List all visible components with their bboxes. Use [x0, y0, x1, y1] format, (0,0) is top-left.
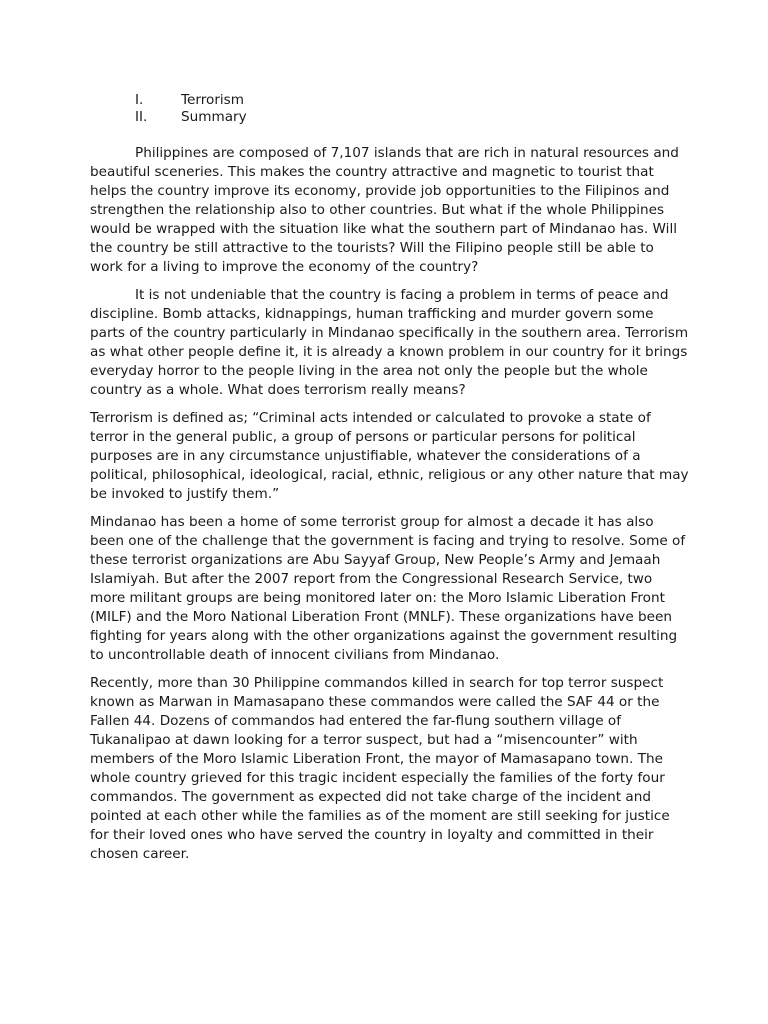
outline-number: II. — [135, 109, 148, 125]
outline-label: Terrorism — [181, 92, 245, 108]
outline-item — [135, 108, 690, 125]
paragraph-definition: Terrorism is defined as; “Criminal acts intended or calculated to provoke a state of terror in the general public, a group of persons or particular persons for political purposes are in any circumstance unjustifiable, whatever the considerations of a political, philosophical, ideological, racial, ethnic, religious or any other nature that may be invoked to justify them.” — [90, 410, 689, 502]
outline-item — [135, 91, 690, 108]
paragraph-problem: It is not undeniable that the country is facing a problem in terms of peace and discipline. Bomb attacks, kidnappings, human trafficking and murder govern some parts of the country particularly in Mindanao specifically in the southern area. Terrorism as what other people define it, it is already a known problem in our country for it brings everyday horror to the people living in the area not only the people but the whole country as a whole. What does terrorism really means? — [90, 287, 689, 398]
document-body — [90, 91, 690, 864]
outline-list — [90, 91, 690, 125]
paragraph-mamasapano: Recently, more than 30 Philippine commandos killed in search for top terror suspect known as Marwan in Mamasapano these commandos were called the SAF 44 or the Fallen 44. Dozens of commandos had entered the far-flung southern village of Tukanalipao at dawn looking for a terror suspect, but had a “misencounter” with members of the Moro Islamic Liberation Front, the mayor of Mamasapano town. The whole country grieved for this tragic incident especially the families of the forty four commandos. The government as expected did not take charge of the incident and pointed at each other while the families as of the moment are still seeking for justice for their loved ones who have served the country in loyalty and committed in their chosen career. — [90, 675, 670, 862]
paragraph-intro: Philippines are composed of 7,107 islands that are rich in natural resources and beautiful sceneries. This makes the country attractive and magnetic to tourist that helps the country improve its economy, provide job opportunities to the Filipinos and strengthen the relationship also to other countries. But what if the whole Philippines would be wrapped with the situation like what the southern part of Mindanao has. Will the country be still attractive to the tourists? Will the Filipino people still be able to work for a living to improve the economy of the country? — [90, 145, 679, 275]
paragraph-mindanao: Mindanao has been a home of some terrorist group for almost a decade it has also been one of the challenge that the government is facing and trying to resolve. Some of these terrorist organizations are Abu Sayyaf Group, New People’s Army and Jemaah Islamiyah. But after the 2007 report from the Congressional Research Service, two more militant groups are being monitored later on: the Moro Islamic Liberation Front (MILF) and the Moro National Liberation Front (MNLF). These organizations have been fighting for years along with the other organizations against the government resulting to uncontrollable death of innocent civilians from Mindanao. — [90, 514, 686, 663]
outline-number: I. — [135, 92, 144, 108]
outline-label: Summary — [181, 109, 247, 125]
